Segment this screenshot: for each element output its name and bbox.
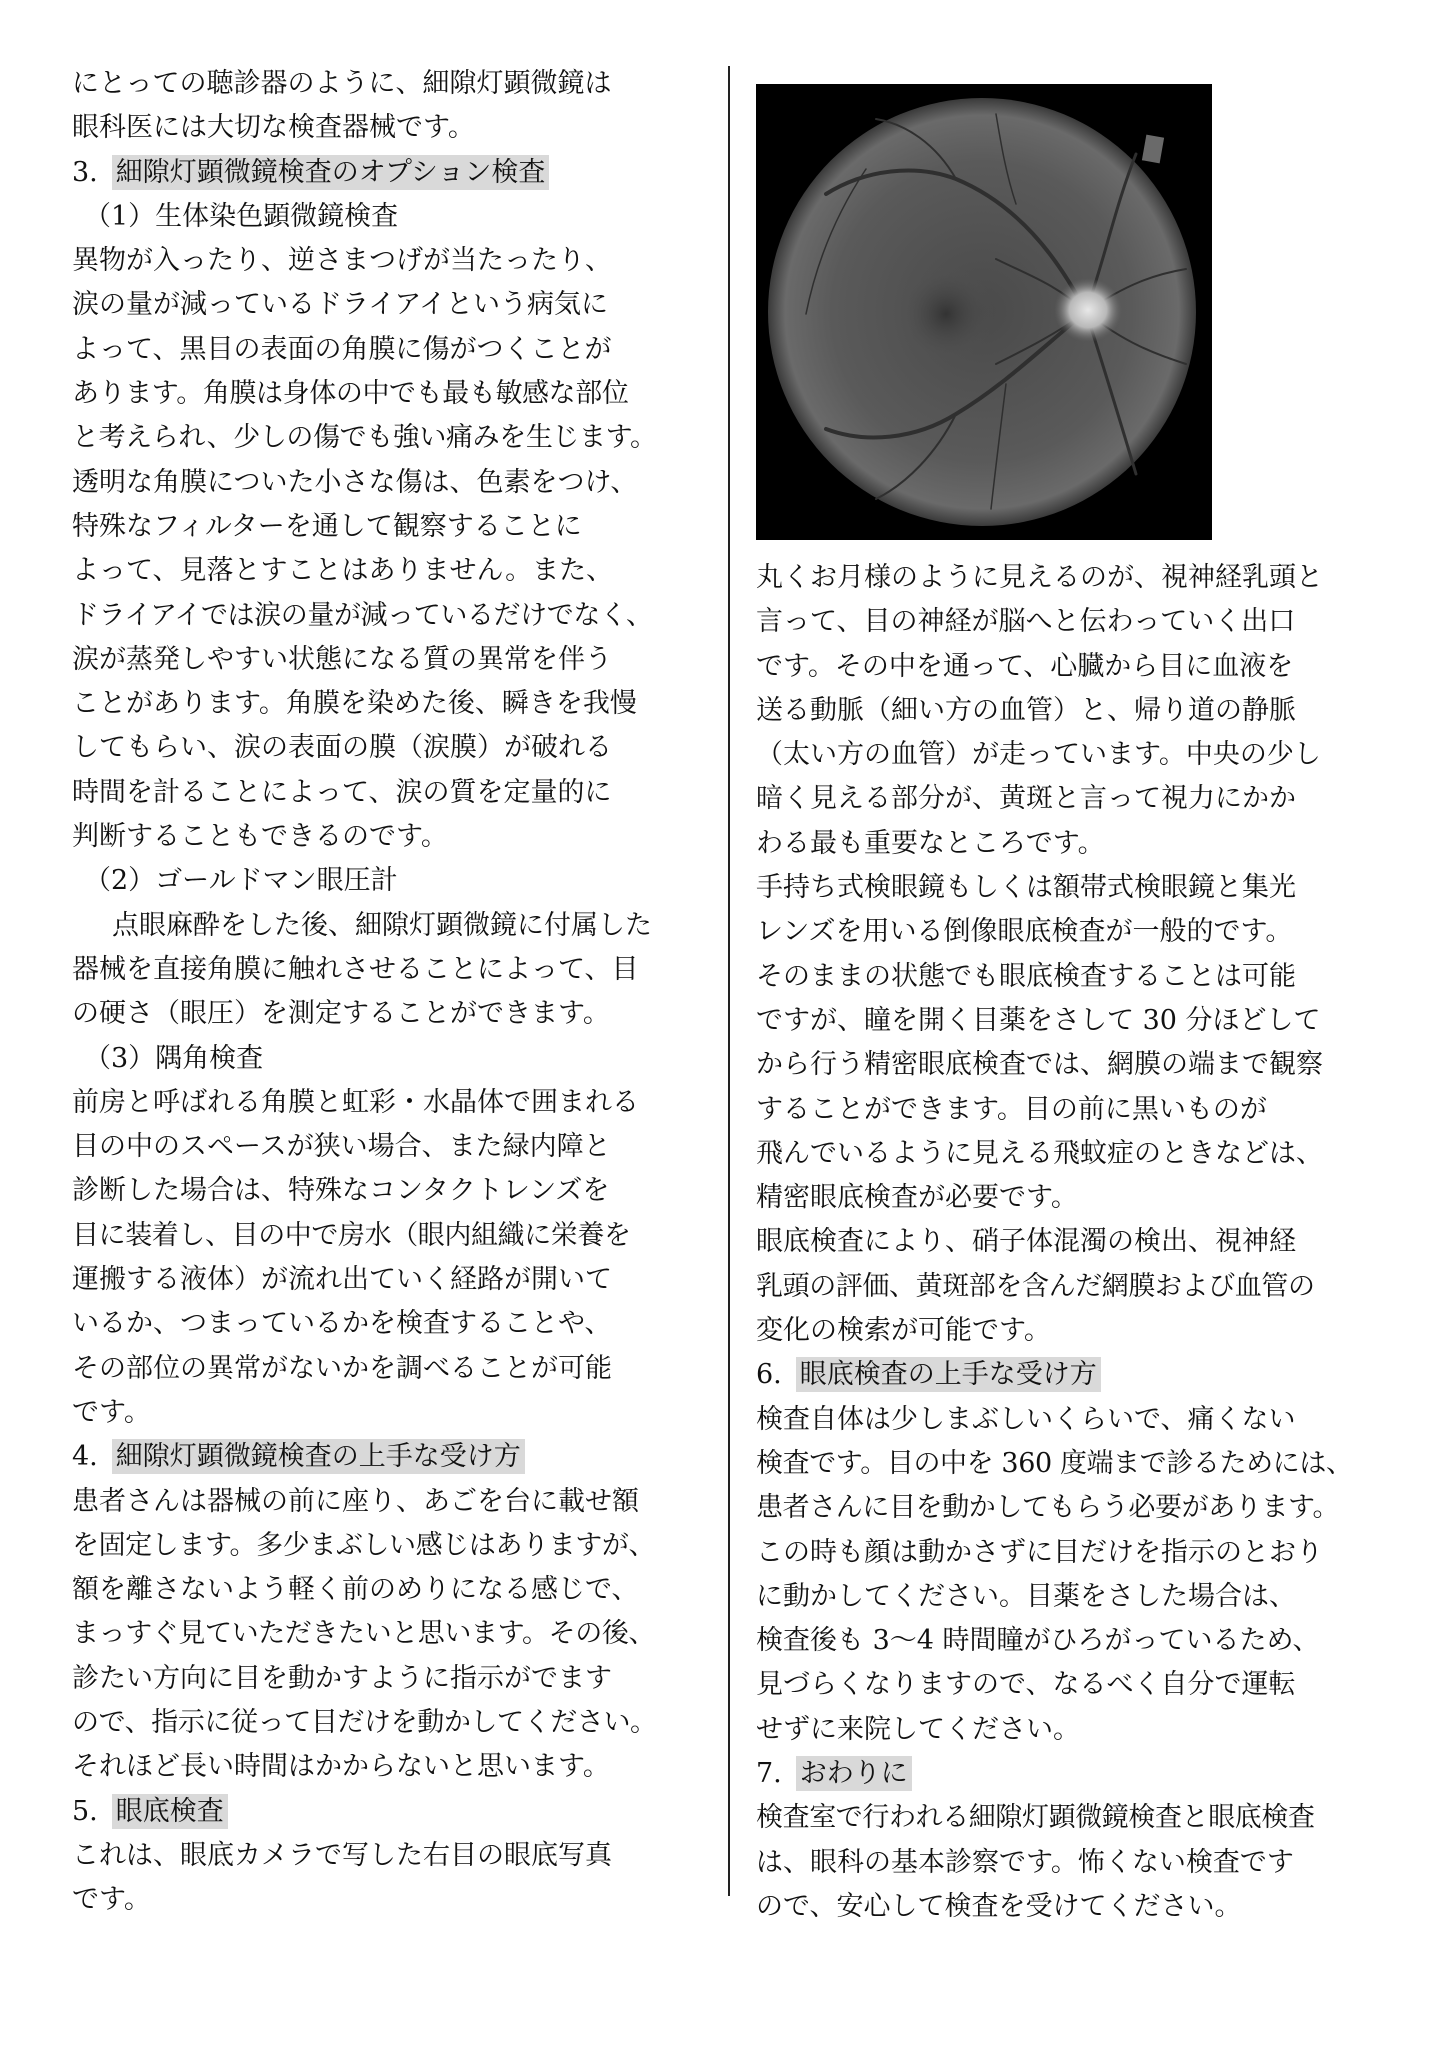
text-line: そのままの状態でも眼底検査することは可能: [756, 960, 1296, 992]
section-7-paragraph: [756, 1796, 1401, 1929]
text-line: 見づらくなりますので、なるべく自分で運転: [756, 1669, 1296, 1701]
fundus-image: [756, 84, 1212, 540]
section-number: 4.: [72, 1441, 98, 1473]
text-line: ですが、瞳を開く目薬をさして 30 分ほどして: [756, 1004, 1321, 1036]
text-line: することができます。目の前に黒いものが: [756, 1093, 1267, 1125]
section-6-heading: [756, 1353, 1401, 1397]
text-line: 透明な角膜についた小さな傷は、色素をつけ、: [72, 466, 638, 498]
section-title: 細隙灯顕微鏡検査のオプション検査: [112, 155, 550, 190]
text-line: 診断した場合は、特殊なコンタクトレンズを: [72, 1175, 610, 1207]
text-line: 涙の量が減っているドライアイという病気に: [72, 289, 608, 321]
section-4-heading: [72, 1435, 708, 1479]
text-line: 涙が蒸発しやすい状態になる質の異常を伴う: [72, 643, 612, 675]
text-line: 点眼麻酔をした後、細隙灯顕微鏡に付属した: [112, 909, 652, 941]
text-line: 眼底検査により、硝子体混濁の検出、視神経: [756, 1226, 1296, 1258]
text-line: 精密眼底検査が必要です。: [756, 1182, 1078, 1214]
fundus-description-paragraph: [756, 556, 1401, 866]
section-number: 3.: [72, 156, 98, 188]
text-line: ので、安心して検査を受けてください。: [756, 1890, 1242, 1922]
section-4-paragraph: [72, 1480, 708, 1790]
text-line: これは、眼底カメラで写した右目の眼底写真: [72, 1839, 612, 1871]
text-line: 額を離さないよう軽く前のめりになる感じで、: [72, 1574, 639, 1606]
intro-paragraph: [72, 62, 708, 151]
text-line: 言って、目の神経が脳へと伝わっていく出口: [756, 606, 1296, 638]
section-title: 細隙灯顕微鏡検査の上手な受け方: [112, 1439, 525, 1474]
column-divider: [728, 66, 730, 1896]
text-line: この時も顔は動かさずに目だけを指示のとおり: [756, 1536, 1323, 1568]
text-line: 目の中のスペースが狭い場合、また緑内障と: [72, 1131, 611, 1163]
text-line: その部位の異常がないかを調べることが可能: [72, 1352, 612, 1384]
right-column: [756, 62, 1401, 1929]
text-line: あります。角膜は身体の中でも最も敏感な部位: [72, 378, 629, 410]
text-line: いるか、つまっているかを検査することや、: [72, 1308, 612, 1340]
section-5-heading: [72, 1790, 708, 1834]
section-title: 眼底検査の上手な受け方: [796, 1357, 1101, 1392]
text-line: ドライアイでは涙の量が減っているだけでなく、: [72, 599, 653, 631]
detection-paragraph: [756, 1220, 1401, 1353]
text-line: 検査です。目の中を 360 度端まで診るためには、: [756, 1447, 1353, 1479]
subsection-1-heading: （1）生体染色顕微鏡検査: [84, 200, 399, 232]
text-line: です。: [72, 1396, 151, 1428]
text-line: （太い方の血管）が走っています。中央の少し: [756, 739, 1321, 771]
text-line: 目に装着し、目の中で房水（眼内組織に栄養を: [72, 1219, 631, 1251]
text-line: 時間を計ることによって、涙の質を定量的に: [72, 776, 612, 808]
section-number: 6.: [756, 1359, 782, 1391]
text-line: ので、指示に従って目だけを動かしてください。: [72, 1706, 657, 1738]
subsection-3-paragraph: [72, 1081, 708, 1435]
text-line: 乳頭の評価、黄斑部を含んだ網膜および血管の: [756, 1270, 1315, 1302]
text-line: と考えられ、少しの傷でも強い痛みを生じます。: [72, 422, 657, 454]
text-line: の硬さ（眼圧）を測定することができます。: [72, 998, 610, 1030]
section-title: 眼底検査: [112, 1794, 228, 1829]
text-line: 運搬する液体）が流れ出ていく経路が開いて: [72, 1264, 612, 1296]
text-line: それほど長い時間はかからないと思います。: [72, 1751, 610, 1783]
text-line: 手持ち式検眼鏡もしくは額帯式検眼鏡と集光: [756, 872, 1296, 904]
section-5-paragraph: [72, 1834, 708, 1923]
text-line: 眼科医には大切な検査器械です。: [72, 112, 475, 144]
text-line: よって、見落とすことはありません。また、: [72, 555, 614, 587]
fundus-photo: [756, 84, 1212, 540]
section-number: 7.: [756, 1758, 782, 1790]
text-line: 判断することもできるのです。: [72, 821, 448, 853]
text-line: ことがあります。角膜を染めた後、瞬きを我慢: [72, 688, 637, 720]
subsection-2-heading: （2）ゴールドマン眼圧計: [84, 865, 398, 897]
text-line: してもらい、涙の表面の膜（涙膜）が破れる: [72, 732, 612, 764]
text-line: 患者さんに目を動かしてもらう必要があります。: [756, 1492, 1340, 1524]
section-6-paragraph: [756, 1398, 1401, 1752]
text-line: せずに来院してください。: [756, 1713, 1080, 1745]
text-line: から行う精密眼底検査では、網膜の端まで観察: [756, 1049, 1323, 1081]
subsection-1-paragraph: [72, 239, 708, 859]
text-line: 検査室で行われる細隙灯顕微鏡検査と眼底検査: [756, 1802, 1315, 1834]
section-title: おわりに: [796, 1756, 912, 1791]
text-line: 送る動脈（細い方の血管）と、帰り道の静脈: [756, 694, 1296, 726]
subsection-2-paragraph: [72, 904, 708, 1037]
text-line: に動かしてください。目薬をさした場合は、: [756, 1580, 1296, 1612]
text-line: 飛んでいるように見える飛蚊症のときなどは、: [756, 1137, 1323, 1169]
text-line: 暗く見える部分が、黄斑と言って視力にかか: [756, 783, 1296, 815]
section-7-heading: [756, 1752, 1401, 1796]
section-number: 5.: [72, 1795, 98, 1827]
text-line: は、眼科の基本診察です。怖くない検査です: [756, 1846, 1294, 1878]
method-paragraph: [756, 866, 1401, 1220]
text-line: 診たい方向に目を動かすように指示がでます: [72, 1662, 612, 1694]
text-line: よって、黒目の表面の角膜に傷がつくことが: [72, 333, 612, 365]
text-line: レンズを用いる倒像眼底検査が一般的です。: [756, 916, 1293, 948]
text-line: 異物が入ったり、逆さまつげが当たったり、: [72, 245, 612, 277]
subsection-3-heading: （3）隅角検査: [84, 1042, 264, 1074]
text-line: 前房と呼ばれる角膜と虹彩・水晶体で囲まれる: [72, 1086, 639, 1118]
text-line: です。: [72, 1884, 151, 1916]
text-line: 丸くお月様のように見えるのが、視神経乳頭と: [756, 562, 1323, 593]
text-line: 検査自体は少しまぶしいくらいで、痛くない: [756, 1403, 1296, 1435]
text-line: わる最も重要なところです。: [756, 827, 1105, 859]
text-line: 患者さんは器械の前に座り、あごを台に載せ額: [72, 1485, 639, 1517]
text-line: を固定します。多少まぶしい感じはありますが、: [72, 1529, 656, 1561]
left-column: [72, 62, 708, 1922]
text-line: にとっての聴診器のように、細隙灯顕微鏡は: [72, 68, 612, 99]
section-3-heading: [72, 151, 708, 195]
text-line: 検査後も 3～4 時間瞳がひろがっているため、: [756, 1625, 1320, 1657]
text-line: です。その中を通って、心臓から目に血液を: [756, 650, 1294, 682]
text-line: 器械を直接角膜に触れさせることによって、目: [72, 953, 639, 985]
text-line: 変化の検索が可能です。: [756, 1315, 1051, 1347]
text-line: 特殊なフィルターを通して観察することに: [72, 510, 582, 542]
text-line: まっすぐ見ていただきたいと思います。その後、: [72, 1618, 656, 1650]
